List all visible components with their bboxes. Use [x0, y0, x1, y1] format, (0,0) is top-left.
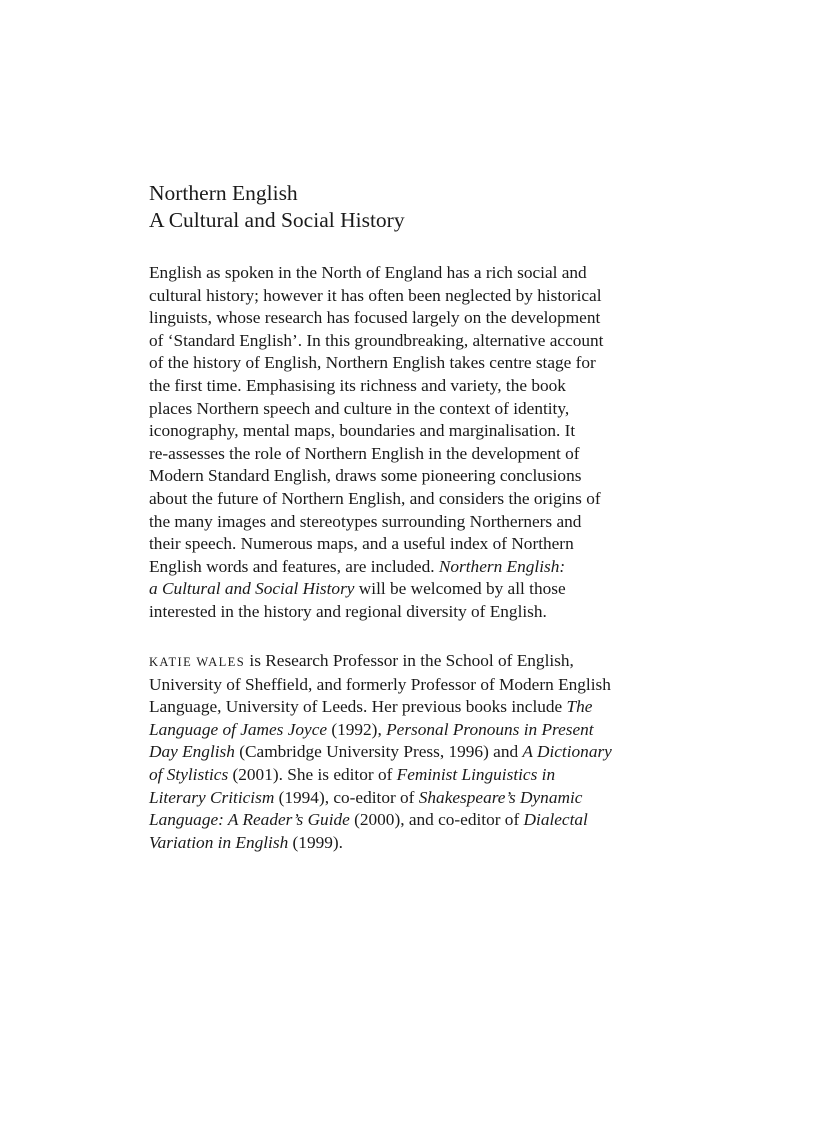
text-segment: places Northern speech and culture in the context of identity, [149, 398, 570, 418]
text-line [149, 307, 709, 330]
italic-title: Feminist Linguistics in [396, 764, 556, 784]
text-segment: iconography, mental maps, boundaries and marginalisation. It [149, 421, 576, 441]
italic-title: a Cultural and Social History [149, 579, 355, 599]
text-segment: interested in the history and regional diversity of English. [149, 601, 547, 621]
text-line [149, 420, 709, 443]
text-segment: (2001). She is editor of [228, 764, 397, 784]
text-segment: English as spoken in the North of England has a rich social and [149, 263, 587, 282]
text-segment: Modern Standard English, draws some pioneering conclusions [149, 466, 582, 486]
text-line [149, 398, 709, 421]
author-biography [149, 650, 709, 854]
text-line [149, 352, 709, 375]
text-line [149, 533, 709, 556]
text-segment: the many images and stereotypes surrounding Northerners and [149, 511, 582, 531]
text-segment: of ‘Standard English’. In this groundbreaking, alternative account [149, 330, 604, 350]
italic-title: Literary Criticism [149, 787, 275, 807]
book-subtitle: A Cultural and Social History [149, 208, 405, 232]
text-line [149, 601, 709, 624]
text-line [149, 262, 709, 285]
text-line [149, 465, 709, 488]
text-line [149, 809, 709, 832]
text-line [149, 832, 709, 855]
italic-title: Dialectal [523, 810, 588, 830]
italic-title: of Stylistics [149, 764, 229, 784]
text-line [149, 787, 709, 810]
text-line [149, 511, 709, 534]
text-line [149, 719, 709, 742]
text-segment: linguists, whose research has focused largely on the development [149, 308, 601, 328]
book-title: Northern English [149, 181, 298, 205]
title-block [149, 180, 405, 234]
text-segment: (1999). [288, 832, 343, 852]
text-segment: (1992), [327, 719, 387, 739]
italic-title: Shakespeare’s Dynamic [418, 787, 583, 807]
text-segment: will be welcomed by all those [354, 579, 566, 599]
text-segment: re-assesses the role of Northern English in the development of [149, 443, 580, 463]
text-line [149, 741, 709, 764]
text-segment: Language, University of Leeds. Her previous books include [149, 697, 567, 717]
text-segment: University of Sheffield, and formerly Professor of Modern English [149, 674, 611, 694]
text-segment: their speech. Numerous maps, and a useful index of Northern [149, 534, 574, 554]
text-segment: is Research Professor in the School of English, [245, 651, 574, 670]
text-segment: (1994), co-editor of [274, 787, 419, 807]
text-line [149, 330, 709, 353]
italic-title: Variation in English [149, 832, 289, 852]
text-line [149, 650, 709, 674]
italic-title: Day English [149, 742, 235, 762]
italic-title: Northern English: [438, 556, 566, 576]
text-line [149, 578, 709, 601]
text-segment: about the future of Northern English, and considers the origins of [149, 488, 601, 508]
text-line [149, 764, 709, 787]
text-segment: the first time. Emphasising its richness and variety, the book [149, 375, 566, 395]
italic-title: Personal Pronouns in Present [386, 719, 594, 739]
italic-title: The [566, 697, 593, 717]
text-line [149, 488, 709, 511]
text-line [149, 674, 709, 697]
italic-title: Language of James Joyce [149, 719, 328, 739]
text-line [149, 285, 709, 308]
italic-title: Language: A Reader’s Guide [149, 810, 350, 830]
author-name: KATIE WALES [149, 655, 246, 669]
text-segment: (2000), and co-editor of [349, 810, 524, 830]
book-description [149, 262, 709, 624]
text-segment: cultural history; however it has often been neglected by historical [149, 285, 602, 305]
text-segment: English words and features, are included. [149, 556, 439, 576]
text-line [149, 696, 709, 719]
text-line [149, 443, 709, 466]
text-segment: of the history of English, Northern English takes centre stage for [149, 353, 596, 373]
text-line [149, 375, 709, 398]
text-segment: (Cambridge University Press, 1996) and [234, 742, 523, 762]
text-line [149, 556, 709, 579]
italic-title: A Dictionary [522, 742, 612, 762]
